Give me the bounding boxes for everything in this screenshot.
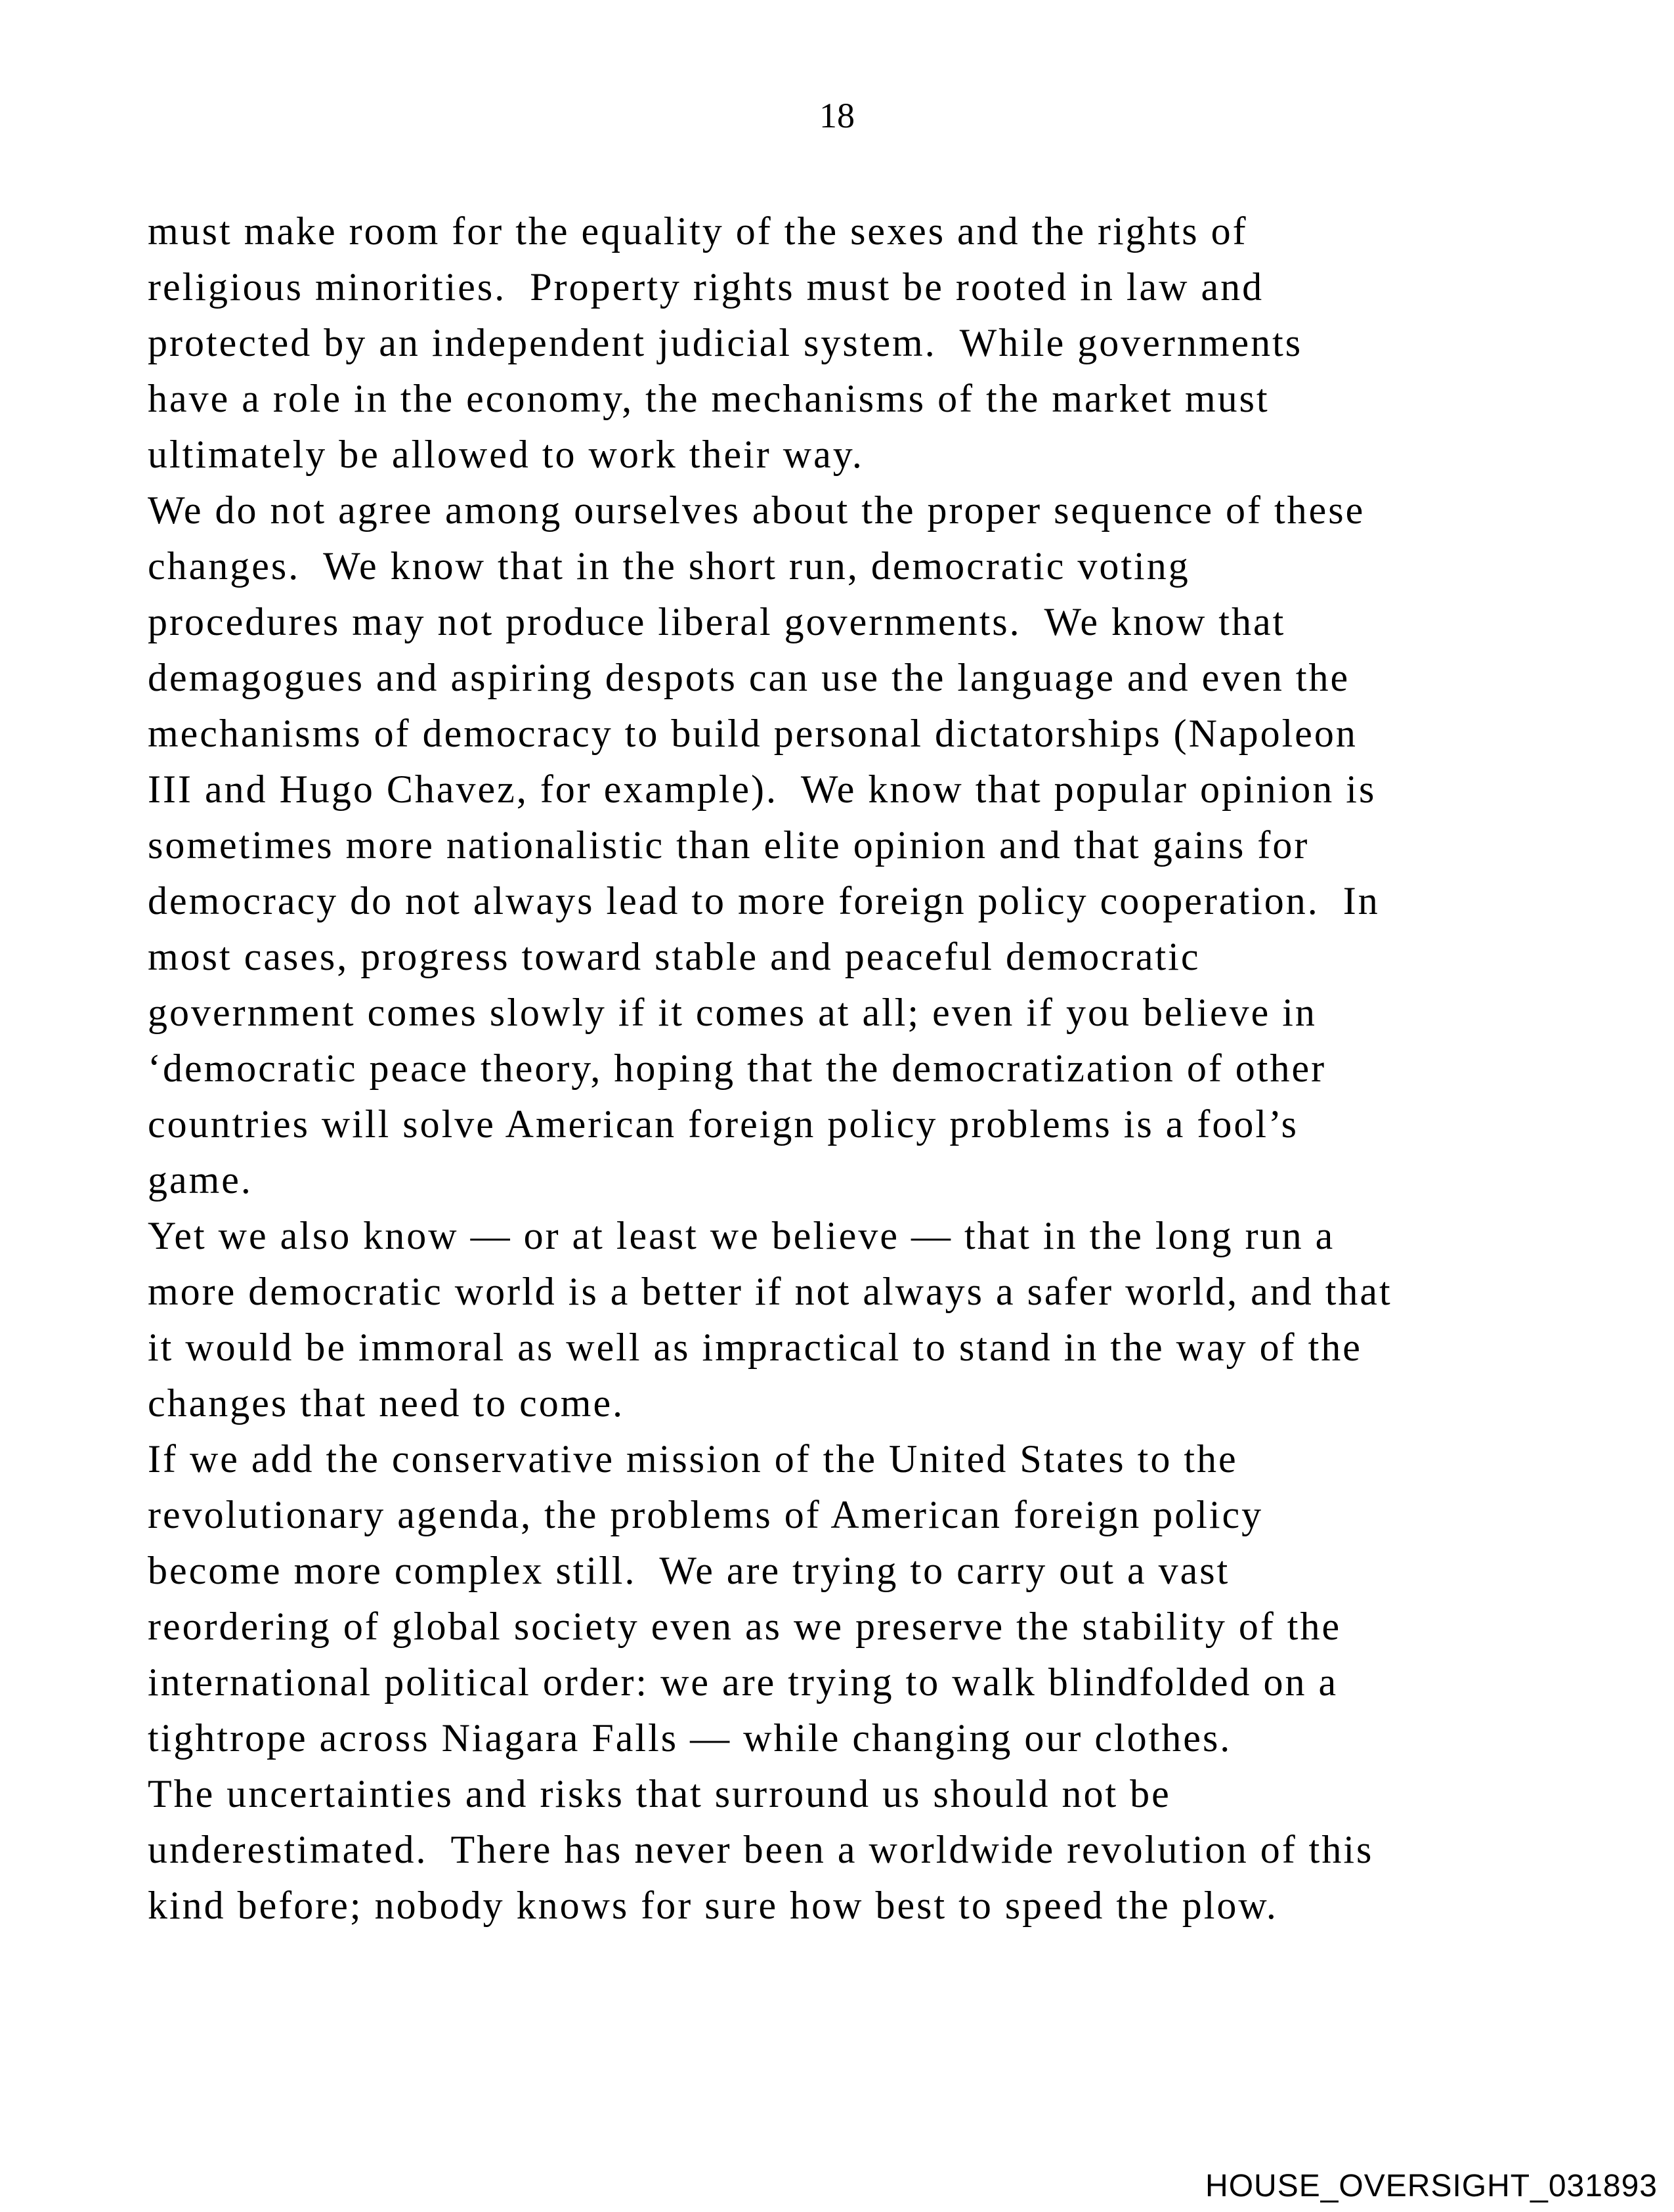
text-line: more democratic world is a better if not always a safer world, and that <box>148 1270 1392 1313</box>
text-line: We do not agree among ourselves about the proper sequence of these <box>148 488 1365 532</box>
text-line: kind before; nobody knows for sure how best to speed the plow. <box>148 1884 1278 1927</box>
text-line: Yet we also know — or at least we believe — that in the long run a <box>148 1214 1335 1257</box>
text-line: most cases, progress toward stable and peaceful democratic <box>148 935 1201 978</box>
text-line: countries will solve American foreign policy problems is a fool’s <box>148 1102 1299 1146</box>
text-line: government comes slowly if it comes at all; even if you believe in <box>148 991 1317 1034</box>
text-line: III and Hugo Chavez, for example). We know that popular opinion is <box>148 768 1377 811</box>
text-line: democracy do not always lead to more foreign policy cooperation. In <box>148 879 1380 922</box>
paragraph <box>148 483 1579 1208</box>
text-line: procedures may not produce liberal governments. We know that <box>148 600 1286 643</box>
text-line: tightrope across Niagara Falls — while changing our clothes. <box>148 1716 1232 1760</box>
text-line: it would be immoral as well as impractical to stand in the way of the <box>148 1326 1362 1369</box>
text-line: changes that need to come. <box>148 1381 625 1425</box>
text-line: religious minorities. Property rights must be rooted in law and <box>148 265 1264 309</box>
text-line: ultimately be allowed to work their way. <box>148 433 864 476</box>
text-line: sometimes more nationalistic than elite opinion and that gains for <box>148 823 1310 867</box>
paragraph <box>148 1208 1579 1431</box>
text-line: international political order: we are trying to walk blindfolded on a <box>148 1660 1339 1704</box>
text-line: demagogues and aspiring despots can use the language and even the <box>148 656 1350 699</box>
bates-number: HOUSE_OVERSIGHT_031893 <box>1205 2169 1658 2203</box>
text-line: game. <box>148 1158 253 1202</box>
paragraph <box>148 204 1579 483</box>
page-number: 18 <box>819 96 855 135</box>
text-line: If we add the conservative mission of the United States to the <box>148 1437 1238 1481</box>
paragraph <box>148 1766 1579 1934</box>
text-line: reordering of global society even as we preserve the stability of the <box>148 1605 1342 1648</box>
text-line: underestimated. There has never been a worldwide revolution of this <box>148 1828 1374 1871</box>
text-line: mechanisms of democracy to build personal dictatorships (Napoleon <box>148 712 1358 755</box>
paragraph <box>148 1431 1579 1766</box>
text-line: ‘democratic peace theory, hoping that the democratization of other <box>148 1047 1327 1090</box>
text-line: must make room for the equality of the sexes and the rights of <box>148 209 1248 253</box>
text-line: have a role in the economy, the mechanisms of the market must <box>148 377 1270 420</box>
text-line: protected by an independent judicial system. While governments <box>148 321 1303 364</box>
body-text <box>148 204 1579 1934</box>
text-line: The uncertainties and risks that surround us should not be <box>148 1772 1171 1815</box>
text-line: changes. We know that in the short run, democratic voting <box>148 544 1190 588</box>
text-line: revolutionary agenda, the problems of American foreign policy <box>148 1493 1264 1536</box>
text-line: become more complex still. We are trying to carry out a vast <box>148 1549 1230 1592</box>
